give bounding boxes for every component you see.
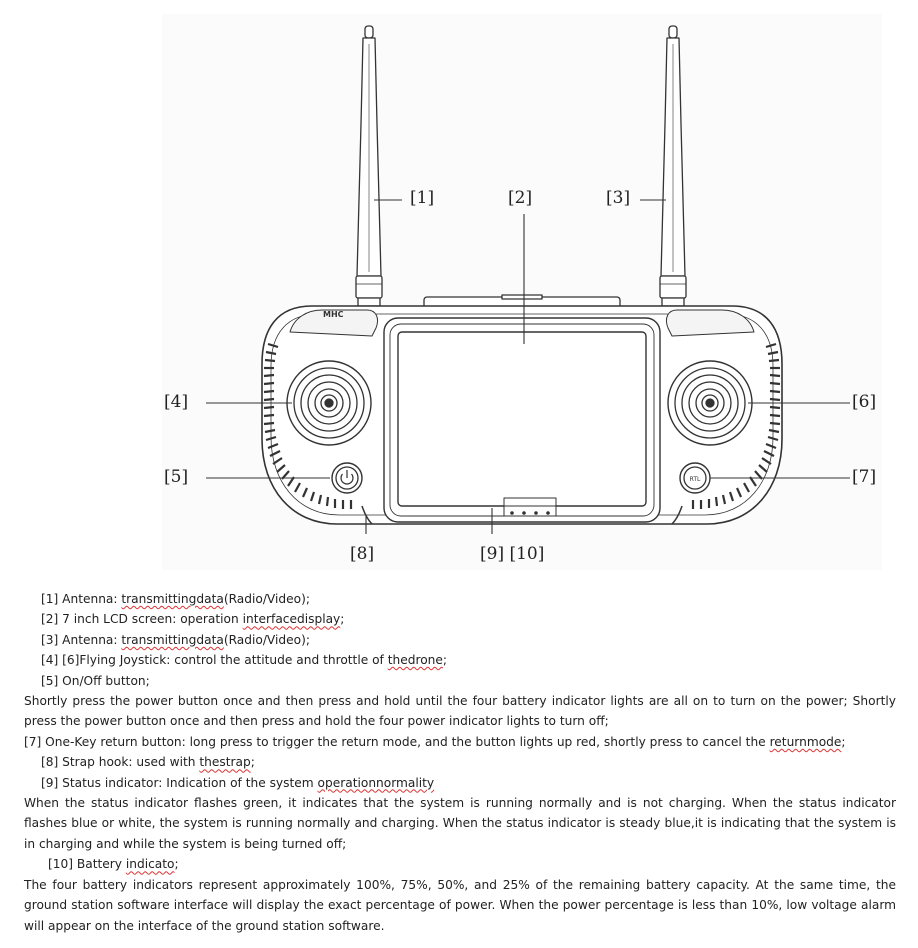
logo-text: MHC <box>323 310 344 319</box>
legend-item-1: [1] Antenna: transmittingdata(Radio/Video); <box>41 592 310 606</box>
callout-1: [1] <box>410 188 435 208</box>
legend-item-2: [2] 7 inch LCD screen: operation interfacedisplay; <box>41 612 345 627</box>
legend-item-9: [9] Status indicator: Indication of the system operationnormality <box>41 775 435 790</box>
legend-item-7: [7] One-Key return button: long press to trigger the return mode, and the button lights up red, shortly press to cancel the returnmode; <box>24 734 846 749</box>
controller-drawing <box>162 14 882 570</box>
callout-9-10: [9] [10] <box>480 544 545 564</box>
legend-item-8: [8] Strap hook: used with thestrap; <box>41 755 255 770</box>
legend-paragraph-battery: The four battery indicators represent approximately 100%, 75%, 50%, and 25% of the remaining battery capacity. At the same time, the ground station software interface will display the exact percentage of power. When the power percentage is less than 10%, low voltage alarm will appear on the interface of the ground station software. <box>24 877 896 933</box>
legend-item-4-6: [4] [6]Flying Joystick: control the attitude and throttle of thedrone; <box>41 653 447 668</box>
lcd-screen <box>398 332 646 506</box>
return-button-label: RTL <box>689 476 701 483</box>
callout-3: [3] <box>606 188 631 208</box>
callout-6: [6] <box>852 392 877 412</box>
callout-7: [7] <box>852 467 877 487</box>
legend-item-5: [5] On/Off button; <box>41 673 150 688</box>
power-button <box>332 463 362 493</box>
legend-paragraph-power: Shortly press the power button once and then press and hold until the four battery indicator lights are all on to turn on the power; Shortly press the power button once and then press and hold the four power indicator lights to turn off; <box>24 694 896 729</box>
right-antenna <box>660 26 686 306</box>
callout-2: [2] <box>508 188 533 208</box>
legend-item-10: [10] Battery indicato; <box>48 857 179 872</box>
controller-diagram <box>162 14 882 570</box>
legend-item-3: [3] Antenna: transmittingdata(Radio/Video); <box>41 632 310 647</box>
callout-5: [5] <box>164 467 189 487</box>
left-antenna <box>356 26 382 306</box>
legend-paragraph-status: When the status indicator flashes green, it indicates that the system is running normally and is not charging. When the status indicator flashes blue or white, the system is running normally and charging. When the status indicator is steady blue,it is indicating that the system is in charging and while the system is being turned off; <box>24 796 896 851</box>
left-joystick <box>287 361 371 445</box>
legend-text <box>24 589 896 936</box>
callout-8: [8] <box>350 544 375 564</box>
right-joystick <box>668 361 752 445</box>
callout-4: [4] <box>164 392 189 412</box>
